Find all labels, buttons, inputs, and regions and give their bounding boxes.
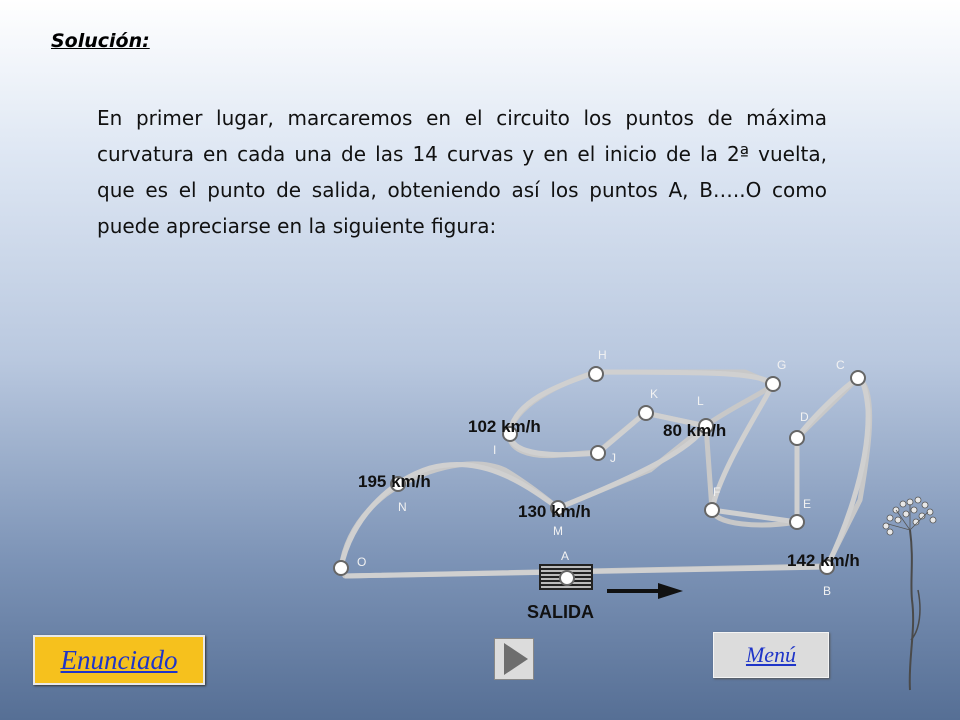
label-n: N xyxy=(398,500,407,514)
label-j: J xyxy=(610,451,616,465)
point-d xyxy=(790,431,804,445)
label-l: L xyxy=(697,394,704,408)
play-icon xyxy=(504,643,528,675)
enunciado-button[interactable]: Enunciado xyxy=(33,635,205,685)
label-d: D xyxy=(800,410,809,424)
speed-l: 80 km/h xyxy=(663,421,727,440)
speed-i: 102 km/h xyxy=(468,417,541,436)
speed-m: 130 km/h xyxy=(518,502,591,521)
label-f: F xyxy=(713,485,721,499)
menu-button[interactable]: Menú xyxy=(713,632,829,678)
point-f xyxy=(705,503,719,517)
solution-heading: Solución: xyxy=(51,30,150,52)
label-h: H xyxy=(598,348,607,362)
speed-n: 195 km/h xyxy=(358,472,431,491)
point-k xyxy=(639,406,653,420)
point-h xyxy=(589,367,603,381)
next-button[interactable] xyxy=(494,638,534,680)
point-o xyxy=(334,561,348,575)
point-j xyxy=(591,446,605,460)
label-k: K xyxy=(650,387,659,401)
solution-paragraph: En primer lugar, marcaremos en el circuito los puntos de máxima curvatura en cada una de las 14 curvas y en el inicio de la 2ª vuelta, que es el punto de salida, obteniendo así los puntos A, B…..O como puede apreciarse en la siguiente figura: xyxy=(97,106,827,238)
flower-decoration xyxy=(870,490,950,700)
start-grid xyxy=(539,564,593,590)
label-o: O xyxy=(357,555,367,569)
label-b: B xyxy=(823,584,832,598)
label-g: G xyxy=(777,358,787,372)
label-a: A xyxy=(561,549,570,563)
direction-arrow xyxy=(607,583,683,599)
label-i: I xyxy=(493,443,497,457)
start-label: SALIDA xyxy=(527,602,594,622)
label-m: M xyxy=(553,524,563,538)
speed-b: 142 km/h xyxy=(787,551,860,570)
label-c: C xyxy=(836,358,845,372)
label-e: E xyxy=(803,497,812,511)
point-c xyxy=(851,371,865,385)
point-e xyxy=(790,515,804,529)
point-g xyxy=(766,377,780,391)
